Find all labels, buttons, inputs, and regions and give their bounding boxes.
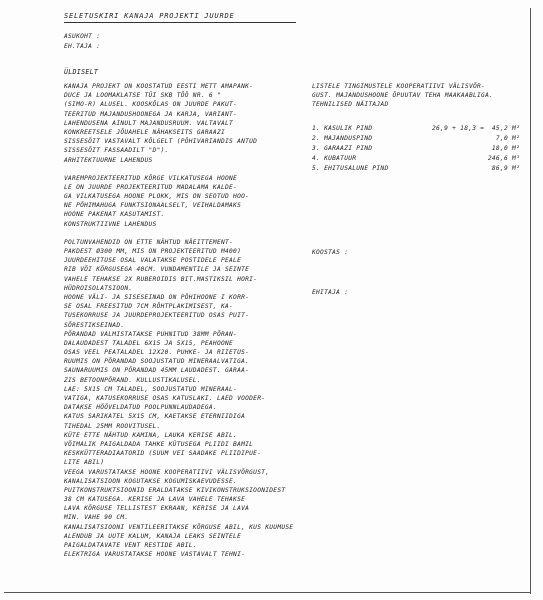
text-line: SAUNARUUMIS ON PÕRANDAD 45MM LAUDADEST. GARAA- [64, 367, 250, 375]
indicator-value: 7,0 [495, 135, 508, 142]
text-line: LAVA KÕRGUSE TELLISTEST EKRAAN, KERISE JA LAVA [64, 505, 250, 513]
text-line: RUUMIS ON PÕRANDAD SOOJUSTATUD MINERAALVATIGA. [64, 358, 250, 366]
tellija-label: EH.TAJA : [64, 43, 101, 50]
indicator-value: 18,0 [491, 145, 508, 152]
indicator-unit: M³ [512, 155, 521, 162]
text-line: LE ON JUURDE PROJEKTEERITUD MADALAMA KALDE- [64, 183, 238, 191]
indicator-label: 1. KASULIK PIND [312, 125, 373, 132]
text-line: PUITKONSTRUKTSIOONID ERALDATAKSE KIVIKONSTRUKSIOONIDEST [64, 486, 286, 494]
text-line: RIB VÕI KÕRGUSEGA 40CM. VUNDAMENTILE JA SEINTE [64, 266, 250, 274]
asukoht-label: ASUKOHT : [64, 33, 101, 40]
text-line: GA VILKATUSEGA HOONE PLOKK, MIS ON SEOTUD HOO- [64, 193, 250, 201]
right-intro-line: LISTELE TINGIMUSTELE KOOPERATIIVI VÄLISVÕR- [312, 83, 486, 90]
left-text-column [64, 82, 304, 559]
text-line: SÕRESTIKSEINAD. [64, 321, 125, 329]
text-line: HOONE VÄLI- JA SISESEINAD ON PÕHIHOONE I KORR- [64, 293, 250, 301]
technical-indicators-heading: TEHNILISED NÄITAJAD [312, 101, 389, 109]
text-line: PÕRANDAD VALMISTATAKSE PUHNITUD 38MM PÕRAN- [64, 330, 238, 338]
text-line: LAHENDUSENA AINULT MAJANDUSRUUM. VALTAVALT [64, 119, 234, 127]
text-line: KANALISATSIOONI VENTILEERITAKSE KÕRGUSE ABIL, KUS KUUMUSE [64, 523, 294, 531]
indicator-unit: M² [512, 135, 521, 142]
text-line: ELEKTRIGA VARUSTATAKSE HOONE VASTAVALT TEHNI- [64, 551, 246, 559]
indicator-unit: M² [512, 125, 521, 132]
indicator-label: 2. MAJANDUSPIND [312, 135, 373, 142]
asukoht-row [64, 32, 100, 42]
page-border-bottom [4, 592, 530, 593]
text-line: KATUS SARIKATEL 5X15 CM, KAETAKSE ETERNIIDIGA [64, 413, 246, 421]
text-line: KÜTE ETTE NÄHTUD KAMINA, LAUKA KERISE ABIL. [64, 431, 238, 439]
indicator-calc: 26,9 + 18,3 = [432, 125, 485, 132]
indicator-row [312, 134, 526, 144]
text-line: DUCE JA LOOMAKLATSE TÜI SKB TÖÖ NR. 6 " [64, 92, 221, 100]
tellija-row [64, 42, 100, 52]
text-line: MIN. VAHE 90 CM. [64, 514, 129, 522]
text-line: VÕIMALIK PAIGALDADA TAHKE KÜTUSEGA PLIIDI BAMIL [64, 440, 254, 448]
text-line: PAKDEST Ø300 MM, MIS ON PROJEKTEERITUD M400) [64, 248, 242, 255]
title-underline [64, 22, 296, 23]
text-line: ZIS BETOONPÕRAND. KULLUSTIKALUSEL. [64, 376, 201, 384]
indicator-row [312, 164, 526, 174]
text-line: SE OSAL FREESITUD 7CM RÕHTPLAKIMISEST, KA- [64, 303, 234, 311]
meta-block [64, 32, 100, 52]
ehitaja-label: EHITAJA : [312, 289, 349, 296]
indicator-value: 45,2 [491, 125, 508, 132]
right-text-column [312, 82, 526, 110]
text-line: KESKKÜTTERADIAATORID (SUUM VEI SAADAKE PLIIDIPUE- [64, 450, 262, 458]
indicator-row [312, 144, 526, 154]
text-line: KANAJA PROJEKT ON KOOSTATUD EESTI METT AMAPANK- [64, 83, 254, 90]
text-line: VAREMPROJEKTEERITUD KÕRGE VILKATUSEGA HOONE [64, 174, 238, 182]
text-line: NE PÕHIMAHUGA FUNKTSIONAALSELT, VEIHALDAMAKS [64, 202, 242, 210]
text-line: KONKREETSELE JÕUAHELE NÄHAKSEITS GARAAZI [64, 128, 226, 136]
koostas-label: KOOSTAS : [312, 249, 349, 256]
indicator-label: 3. GARAAZI PIND [312, 145, 373, 152]
indicator-unit: M² [512, 145, 521, 152]
text-line: PAIGALDATAVATE VENT RESTIDE ABIL. [64, 542, 197, 549]
document-title: SELETUSKIRI KANAJA PROJEKTI JUURDE [64, 12, 235, 20]
text-line: KONSTRUKTIIVNE LAHENDUS [64, 220, 157, 228]
text-line: ALENDUB JA UUTE KALUM, KANAJA LEAKS SEINTELE [64, 532, 242, 540]
text-line: LITE ABIL) [64, 459, 105, 467]
text-line: OSAS VEEL PEATALADEL 12X20. PUHKE- JA RIIETUS- [64, 349, 250, 357]
text-line: TUSEKORRUSE JA JUURDEPROJEKTEERITUD OSAS PUIT- [64, 312, 250, 320]
text-line: SISSESÕIT FASSAADILT "D"). [64, 147, 169, 155]
indicator-unit: M² [512, 165, 521, 172]
section-heading: ÜLDISELT [64, 68, 99, 76]
text-line: ARHITEKTUURNE LAHENDUS [64, 156, 153, 164]
indicator-row [312, 124, 526, 134]
text-line: POLTUNVAHENDID ON ETTE NÄHTUD NÄEITTEMENT- [64, 238, 234, 246]
text-line: VATIGA, KATUSEKORRUSE OSAS KATUSLAKI. LAED VOODER- [64, 395, 266, 402]
indicator-row [312, 154, 526, 164]
text-line: (SIMO-R) ALUSEL. KOOSKÕLAS ON JUURDE PAKUT- [64, 101, 238, 109]
text-line: VEEGA VARUSTATAKSE HOONE KOOPERATIIVI VÄLISVÕRGUST, [64, 468, 270, 476]
text-line: DALAUDADEST TALADEL 6X15 JA 5X15, PEAHOONE [64, 339, 234, 347]
indicator-value: 86,9 [491, 165, 508, 172]
text-line: JUURDEEHITUSE OSAL VALATAKSE POSTIDELE PEALE [64, 257, 242, 265]
text-line: TEERITUD MAJANDUSHOONEGA JA KARJA, VARIANT- [64, 110, 238, 118]
indicator-value: 246,6 [487, 155, 508, 162]
paragraph-gap [64, 229, 304, 238]
text-line: HOONE PAKENAT KASUTAMIST. [64, 211, 165, 219]
text-line: TIHEDAL 25MM ROOVITUSEL. [64, 422, 161, 430]
technical-indicators-list [312, 124, 526, 174]
indicator-label: 5. EHITUSALUNE PIND [312, 165, 389, 172]
text-line: HÜDROISOLATSIOON. [64, 284, 133, 292]
paragraph-gap [64, 165, 304, 174]
page-border-right [530, 8, 531, 594]
text-line: KANALISATSIOON KOGUTAKSE KOGUMISKAEVUDESSE. [64, 477, 238, 485]
right-intro-line: GUST. MAJANDUSHOONE ÕPUUTAV TEHA MAAKAABLIGA. [312, 92, 494, 100]
text-line: SISSESÕIT VASTAVALT KÕLGELT (PÕHIVARIANDIS ANTUD [64, 138, 258, 146]
text-line: VAHELE TEHAKSE 2X RUBEROIDIS BIT.MASTIKSIL HORI- [64, 275, 258, 283]
text-line: DATAKSE HÖÖVELDATUD POOLPUNNLAUDADEGA. [64, 404, 217, 412]
indicator-label: 4. KUBATUUR [312, 155, 357, 162]
text-line: 38 CM KATUSEGA. KERISE JA LAVA VAHELE TEHAKSE [64, 496, 246, 504]
text-line: LAE: 5X15 CM TALADEL, SOOJUSTATUD MINERAAL- [64, 385, 238, 393]
